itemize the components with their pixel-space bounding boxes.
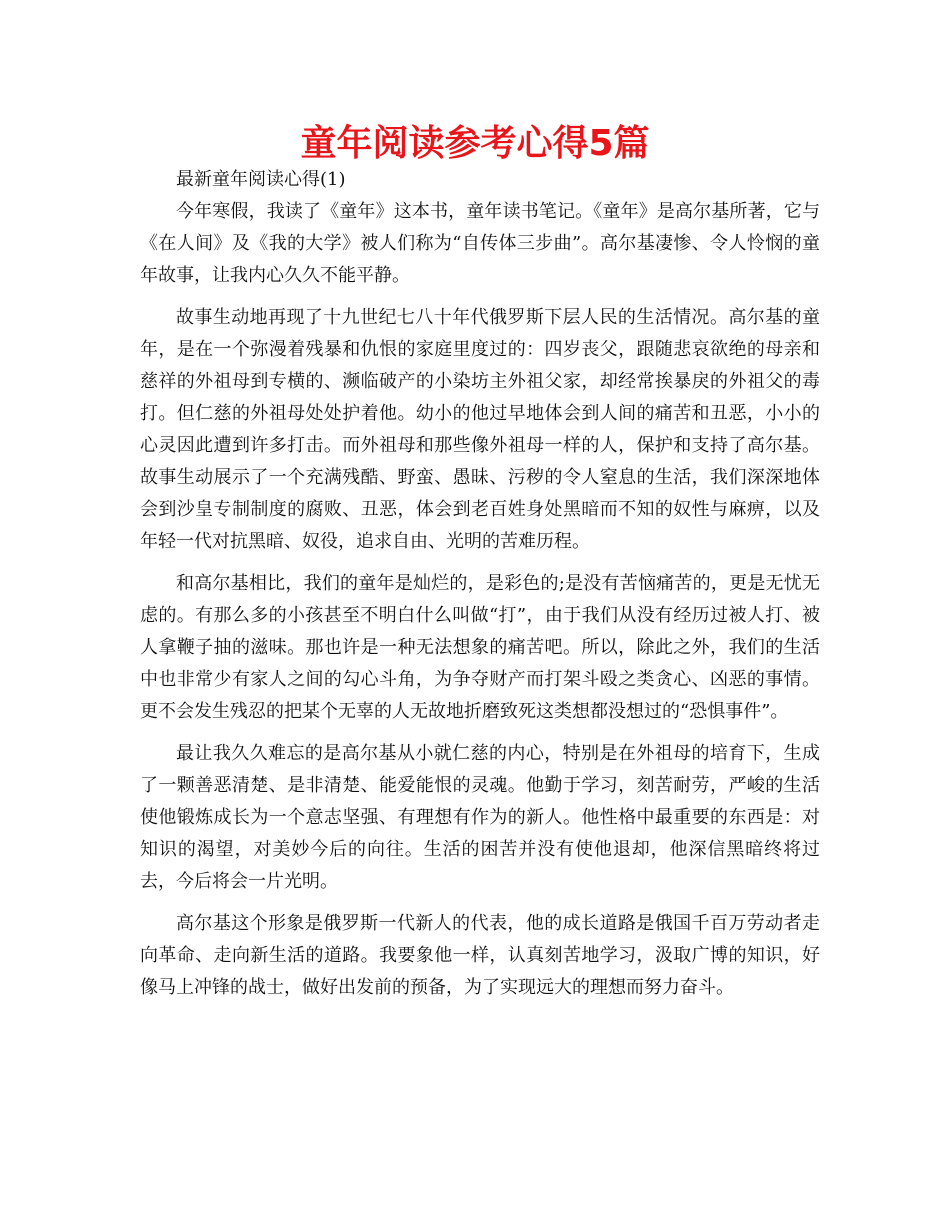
paragraph-5: 高尔基这个形象是俄罗斯一代新人的代表，他的成长道路是俄国千百万劳动者走向革命、走向新生活的道路。我要象他一样，认真刻苦地学习，汲取广博的知识，好像马上冲锋的战士，做好出发前的预备，为了实现远大的理想而努力奋斗。 — [140, 913, 820, 998]
paragraph-2: 故事生动地再现了十九世纪七八十年代俄罗斯下层人民的生活情况。高尔基的童年，是在一个弥漫着残暴和仇恨的家庭里度过的：四岁丧父，跟随悲哀欲绝的母亲和慈祥的外祖母到专横的、濒临破产的小染坊主外祖父家，却经常挨暴戾的外祖父的毒打。但仁慈的外祖母处处护着他。幼小的他过早地体会到人间的痛苦和丑恶，小小的心灵因此遭到许多打击。而外祖母和那些像外祖母一样的人，保护和支持了高尔基。故事生动展示了一个充满残酷、野蛮、愚昧、污秽的令人窒息的生活，我们深深地体会到沙皇专制制度的腐败、丑恶，体会到老百姓身处黑暗而不知的奴性与麻痹，以及年轻一代对抗黑暗、奴役，追求自由、光明的苦难历程。 — [140, 307, 820, 552]
paragraph-4: 最让我久久难忘的是高尔基从小就仁慈的内心，特别是在外祖母的培育下，生成了一颗善恶清楚、是非清楚、能爱能恨的灵魂。他勤于学习，刻苦耐劳，严峻的生活使他锻炼成长为一个意志坚强、有理想有作为的新人。他性格中最重要的东西是：对知识的渴望，对美妙今后的向往。生活的困苦并没有使他退却，他深信黑暗终将过去，今后将会一片光明。 — [140, 743, 820, 892]
document-title: 童年阅读参考心得5篇 — [300, 123, 650, 164]
paragraph-1: 今年寒假，我读了《童年》这本书，童年读书笔记。《童年》是高尔基所著，它与《在人间》及《我的大学》被人们称为“自传体三步曲”。高尔基凄惨、令人怜悯的童年故事，让我内心久久不能平静。 — [140, 201, 820, 286]
section-heading: 最新童年阅读心得(1) — [176, 169, 346, 190]
document-body — [140, 164, 820, 1004]
paragraph-3: 和高尔基相比，我们的童年是灿烂的，是彩色的;是没有苦恼痛苦的，更是无忧无虑的。有那么多的小孩甚至不明白什么叫做“打”，由于我们从没有经历过被人打、被人拿鞭子抽的滋味。那也许是一种无法想象的痛苦吧。所以，除此之外，我们的生活中也非常少有家人之间的勾心斗角，为争夺财产而打架斗殴之类贪心、凶恶的事情。更不会发生残忍的把某个无辜的人无故地折磨致死这类想都没想过的“恐惧事件”。 — [140, 573, 820, 722]
